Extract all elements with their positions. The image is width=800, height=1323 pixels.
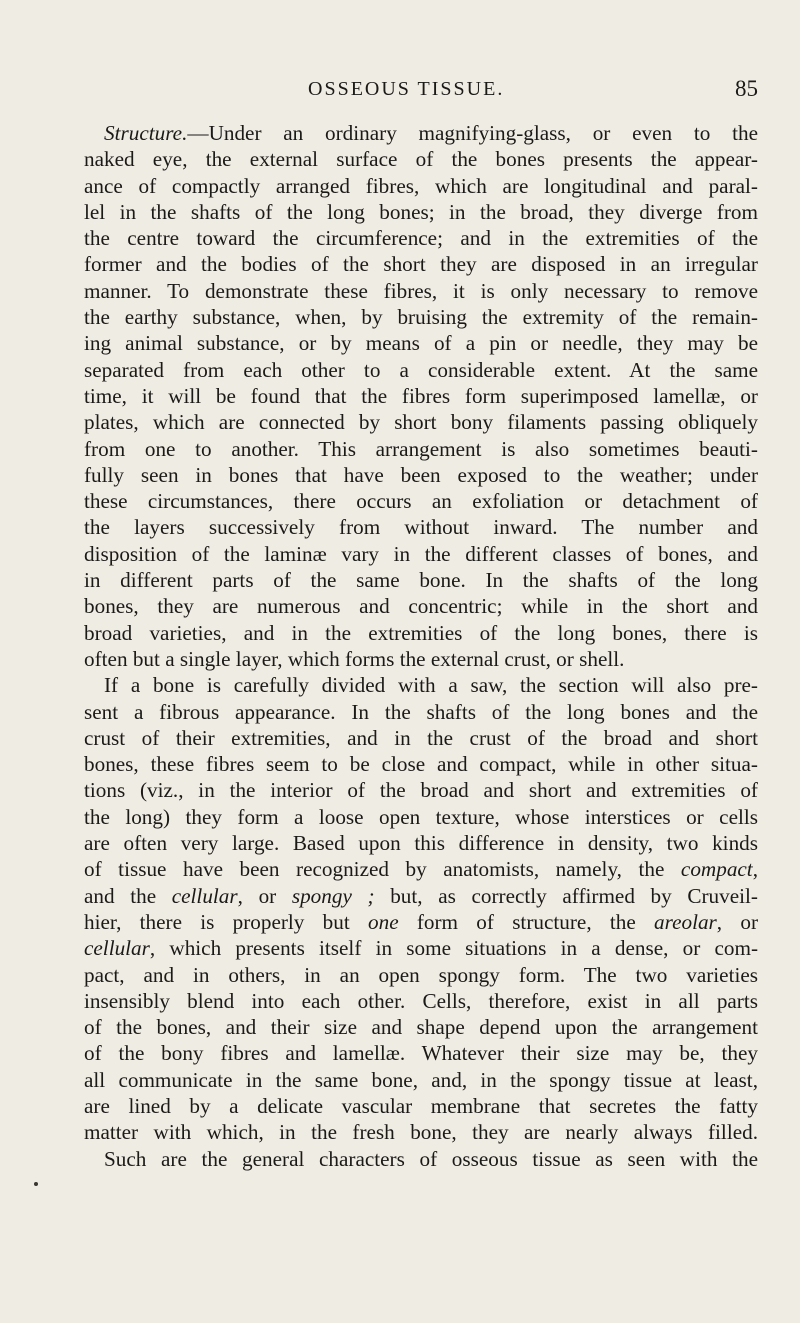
text-line: of the bony fibres and lamellæ. Whatever their size may be, they [84,1041,758,1066]
text-line: disposition of the laminæ vary in the different classes of bones, and [84,541,758,566]
text-line: fully seen in bones that have been exposed to the weather; under [84,462,758,487]
text-line: from one to another. This arrangement is also sometimes beauti- [84,436,758,461]
text-line: the centre toward the circumference; and in the extremities of the [84,226,758,251]
text-line: of the bones, and their size and shape depend upon the arrangement [84,1015,758,1040]
text-segment: —Under an ordinary magnifying-glass, or even to the [187,121,758,145]
text-segment: hier, there is properly but [84,909,368,934]
text-segment: but, as correctly affirmed by Cruveil- [374,883,758,908]
text-line: all communicate in the same bone, and, in the spongy tissue at least, [84,1067,758,1092]
text-line: manner. To demonstrate these fibres, it is only necessary to remove [84,278,758,303]
text-line: broad varieties, and in the extremities of the long bones, there is [84,620,758,645]
text-line: insensibly blend into each other. Cells, therefore, exist in all parts [84,988,758,1013]
text-line: former and the bodies of the short they are disposed in an irregular [84,252,758,277]
running-title: OSSEOUS TISSUE. [308,78,505,100]
text-line: ing animal substance, or by means of a pin or needle, they may be [84,331,758,356]
text-line: the long) they form a loose open texture, whose interstices or cells [84,804,758,829]
term-cellular: cellular [84,936,150,961]
text-line [84,120,758,146]
text-line: are often very large. Based upon this difference in density, two kinds [84,831,758,856]
text-line: ance of compactly arranged fibres, which are longitudinal and paral- [84,173,758,198]
term-areolar: areolar [654,909,717,934]
text-segment: form of structure, the [398,909,655,934]
text-line: these circumstances, there occurs an exfoliation or detachment of [84,489,758,514]
text-line: naked eye, the external surface of the bones presents the appear- [84,147,758,172]
text-line: tions (viz., in the interior of the broad and short and extremities of [84,778,758,803]
text-line: pact, and in others, in an open spongy form. The two varieties [84,962,758,987]
text-line: crust of their extremities, and in the crust of the broad and short [84,725,758,750]
text-line: bones, they are numerous and concentric; while in the short and [84,594,758,619]
text-line [84,909,758,935]
section-heading: Structure. [104,121,188,145]
text-line: the earthy substance, when, by bruising the extremity of the remain- [84,305,758,330]
text-line: plates, which are connected by short bony filaments passing obliquely [84,410,758,435]
term-spongy: spongy ; [291,883,375,908]
page-number: 85 [735,76,758,101]
text-line: matter with which, in the fresh bone, they are nearly always filled. [84,1120,758,1145]
term-compact: compact [680,857,753,882]
text-line: separated from each other to a considerable extent. At the same [84,357,758,382]
running-head [308,76,758,106]
text-line: are lined by a delicate vascular membrane that secretes the fatty [84,1093,758,1118]
text-line: sent a fibrous appearance. In the shafts of the long bones and the [84,699,758,724]
body-text [84,120,758,1172]
text-line: time, it will be found that the fibres form superimposed lamellæ, or [84,383,758,408]
text-line: often but a single layer, which forms the external crust, or shell. [84,646,625,671]
text-line: the layers successively from without inward. The number and [84,515,758,540]
text-segment: , or [237,883,292,908]
text-segment: and the [84,883,172,908]
text-segment: , which presents itself in some situations in a dense, or com- [149,936,758,961]
text-line [84,883,758,909]
text-line: of tissue have been recognized by anatomists, namely, the compact, [84,857,758,882]
text-segment: of tissue have been recognized by anatomists, namely, the [84,857,681,882]
term-one: one [368,909,399,934]
text-line: in different parts of the same bone. In the shafts of the long [84,568,758,593]
text-segment: , or [716,909,758,934]
text-line: Such are the general characters of osseous tissue as seen with the [104,1146,758,1171]
text-line [84,935,758,961]
text-line: If a bone is carefully divided with a saw, the section will also pre- [104,673,758,698]
margin-dot-mark [34,1182,38,1186]
term-cellular: cellular [171,883,238,908]
text-line: lel in the shafts of the long bones; in the broad, they diverge from [84,199,758,224]
text-line: bones, these fibres seem to be close and compact, while in other situa- [84,752,758,777]
